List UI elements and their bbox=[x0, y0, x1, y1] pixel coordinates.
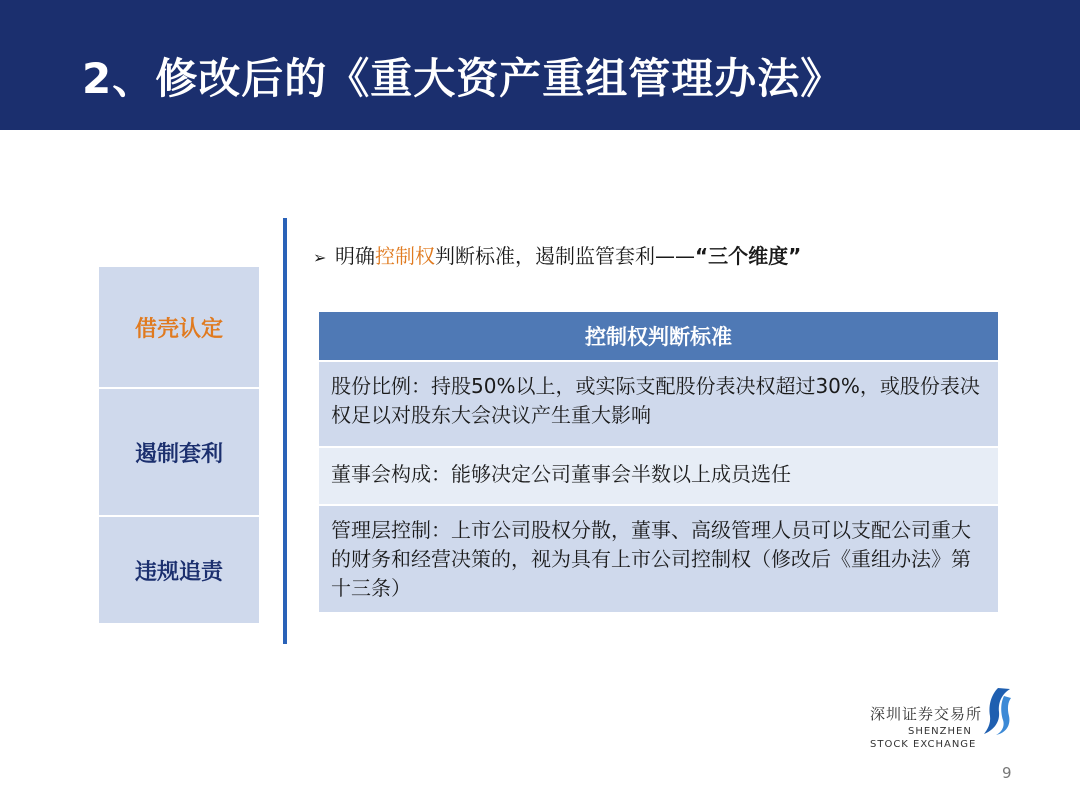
szse-logo bbox=[870, 686, 1010, 752]
table-row: 股份比例：持股50%以上，或实际支配股份表决权超过30%，或股份表决权足以对股东大会决议产生重大影响 bbox=[319, 360, 998, 446]
bullet-highlight: 控制权 bbox=[375, 244, 435, 268]
table-row: 管理层控制：上市公司股权分散，董事、高级管理人员可以支配公司重大的财务和经营决策的，视为具有上市公司控制权（修改后《重组办法》第十三条） bbox=[319, 504, 998, 612]
left-nav bbox=[98, 266, 260, 624]
bullet-line bbox=[313, 240, 801, 274]
arrow-bullet-icon: ➢ bbox=[313, 248, 327, 267]
vertical-divider bbox=[283, 218, 287, 644]
criteria-table bbox=[319, 312, 998, 612]
page-number: 9 bbox=[1002, 764, 1012, 782]
logo-text-en-2: STOCK EXCHANGE bbox=[870, 739, 977, 750]
table-header: 控制权判断标准 bbox=[319, 312, 998, 360]
table-row: 董事会构成：能够决定公司董事会半数以上成员选任 bbox=[319, 446, 998, 504]
logo-text-en-1: SHENZHEN bbox=[908, 726, 972, 737]
bullet-text-2: 判断标准，遏制监管套利—— bbox=[435, 244, 695, 268]
slide-title: 2、修改后的《重大资产重组管理办法》 bbox=[82, 54, 844, 103]
szse-logo-icon bbox=[982, 686, 1012, 736]
header-bar bbox=[0, 0, 1080, 130]
nav-item-borrow-shell[interactable]: 借壳认定 bbox=[98, 266, 260, 388]
bullet-text-1: 明确 bbox=[335, 244, 375, 268]
bullet-bold: “三个维度” bbox=[695, 244, 802, 268]
nav-item-accountability[interactable]: 违规追责 bbox=[98, 516, 260, 624]
nav-item-curb-arbitrage[interactable]: 遏制套利 bbox=[98, 388, 260, 516]
logo-text-cn: 深圳证券交易所 bbox=[870, 705, 983, 723]
